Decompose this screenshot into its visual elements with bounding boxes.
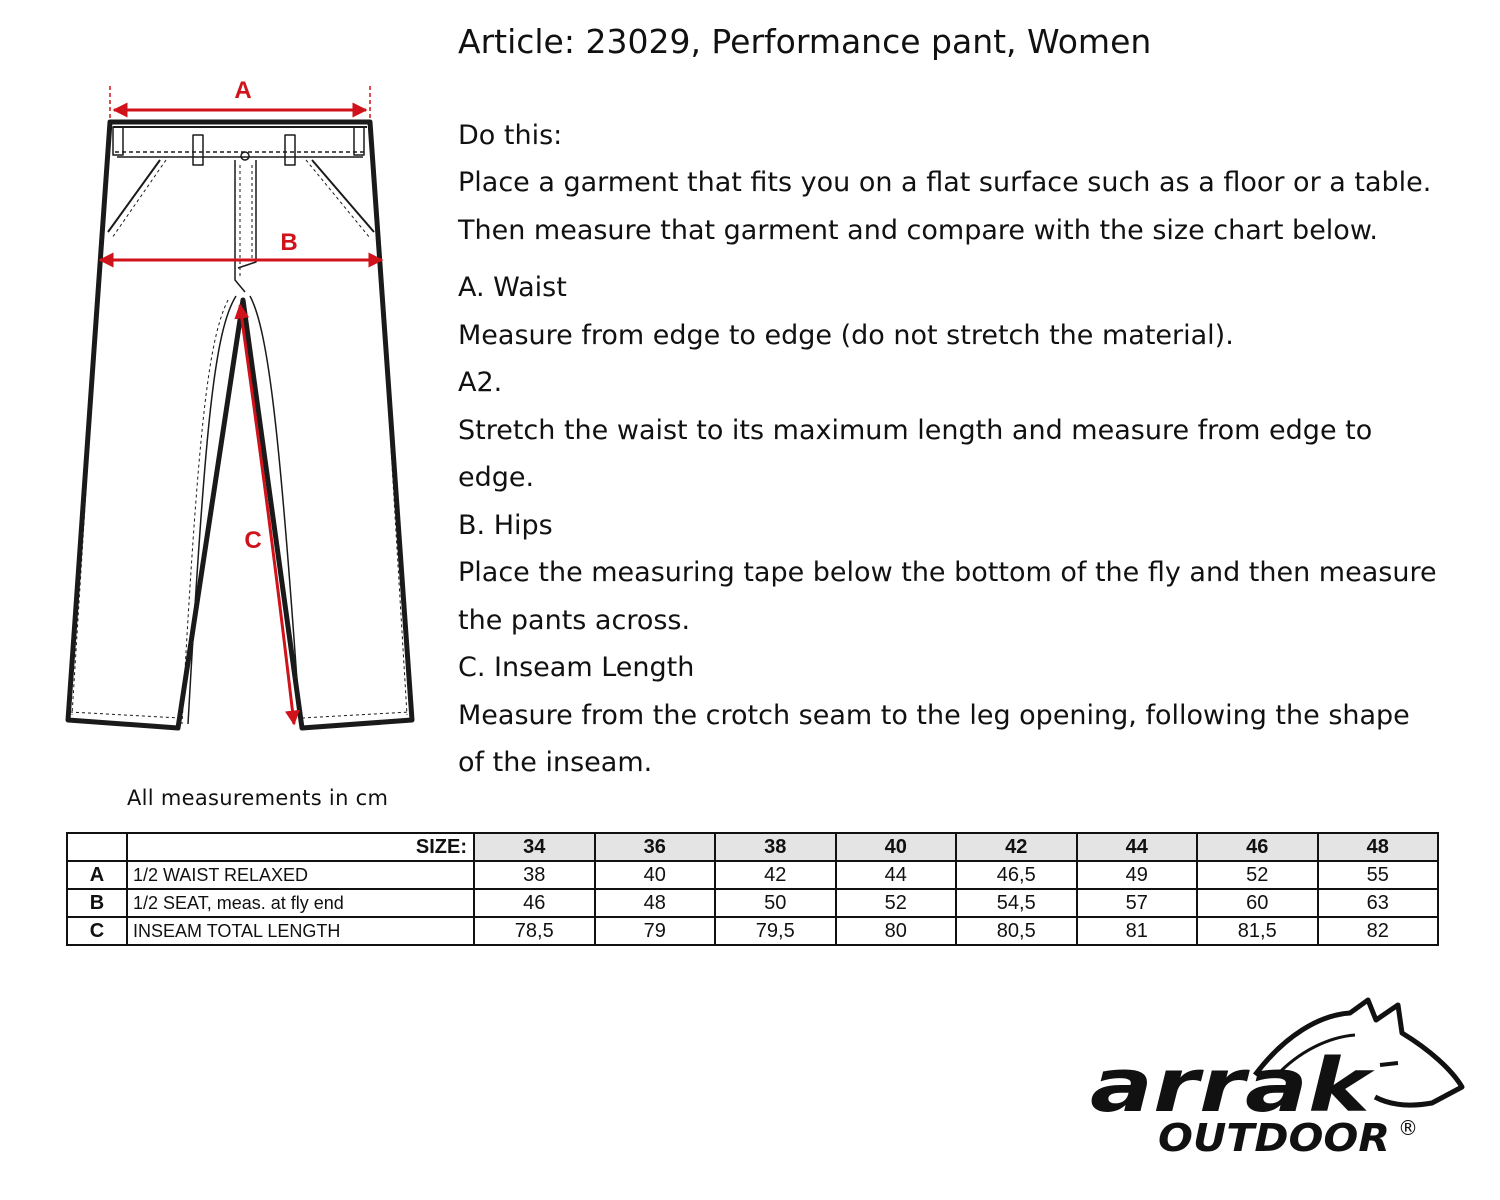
do-this-heading: Do this: [458,119,563,151]
size-cell: 46 [1197,833,1318,861]
size-cell: 34 [474,833,595,861]
table-row [67,889,1438,917]
value-cell: 80 [836,917,957,945]
value-cell: 46,5 [956,861,1077,889]
waist-heading: A. Waist [458,272,567,304]
table-row [67,861,1438,889]
value-cell: 49 [1077,861,1198,889]
size-label-cell: SIZE: [127,833,474,861]
value-cell: 46 [474,889,595,917]
table-row [67,917,1438,945]
size-cell: 36 [595,833,716,861]
brand-wordmark: arrak [1090,1043,1375,1129]
a2-text-line-2: edge. [458,462,535,494]
pants-measurement-diagram [55,70,425,740]
registered-mark: ® [1398,1116,1418,1140]
label-a: A [234,77,252,104]
value-cell: 60 [1197,889,1318,917]
value-cell: 63 [1318,889,1439,917]
hips-text-line-2: the pants across. [458,604,691,636]
value-cell: 38 [474,861,595,889]
value-cell: 44 [836,861,957,889]
value-cell: 78,5 [474,917,595,945]
size-chart-table [66,832,1439,946]
value-cell: 79,5 [715,917,836,945]
instructions-panel [458,22,1468,787]
value-cell: 79 [595,917,716,945]
value-cell: 40 [595,861,716,889]
value-cell: 55 [1318,861,1439,889]
value-cell: 57 [1077,889,1198,917]
row-code: C [67,917,127,945]
arrak-outdoor-logo [1080,995,1470,1165]
row-code: B [67,889,127,917]
waist-text: Measure from edge to edge (do not stretch the material). [458,319,1234,351]
label-c: C [244,527,262,554]
row-code: A [67,861,127,889]
value-cell: 52 [836,889,957,917]
pants-outline [68,122,412,728]
value-cell: 48 [595,889,716,917]
empty-corner-cell [67,833,127,861]
value-cell: 50 [715,889,836,917]
size-cell: 42 [956,833,1077,861]
value-cell: 82 [1318,917,1439,945]
article-title: Article: 23029, Performance pant, Women [458,22,1152,61]
value-cell: 54,5 [956,889,1077,917]
size-header-row [67,833,1438,861]
label-b: B [280,229,298,256]
intro-line-2: Then measure that garment and compare with the size chart below. [458,214,1379,246]
size-cell: 40 [836,833,957,861]
a2-text-line-1: Stretch the waist to its maximum length and measure from edge to [458,414,1373,446]
hips-heading: B. Hips [458,509,553,541]
value-cell: 81 [1077,917,1198,945]
hips-text-line-1: Place the measuring tape below the bottom of the fly and then measure [458,557,1437,589]
inseam-heading: C. Inseam Length [458,652,695,684]
row-label: INSEAM TOTAL LENGTH [127,917,474,945]
a2-heading: A2. [458,367,503,399]
value-cell: 42 [715,861,836,889]
intro-line-1: Place a garment that fits you on a flat surface such as a floor or a table. [458,167,1432,199]
row-label: 1/2 SEAT, meas. at fly end [127,889,474,917]
size-cell: 44 [1077,833,1198,861]
inseam-text-line-1: Measure from the crotch seam to the leg opening, following the shape [458,699,1410,731]
size-cell: 38 [715,833,836,861]
value-cell: 81,5 [1197,917,1318,945]
value-cell: 52 [1197,861,1318,889]
brand-sub-wordmark: OUTDOOR [1158,1116,1390,1160]
size-cell: 48 [1318,833,1439,861]
value-cell: 80,5 [956,917,1077,945]
inseam-text-line-2: of the inseam. [458,747,653,779]
units-note: All measurements in cm [127,786,389,810]
row-label: 1/2 WAIST RELAXED [127,861,474,889]
